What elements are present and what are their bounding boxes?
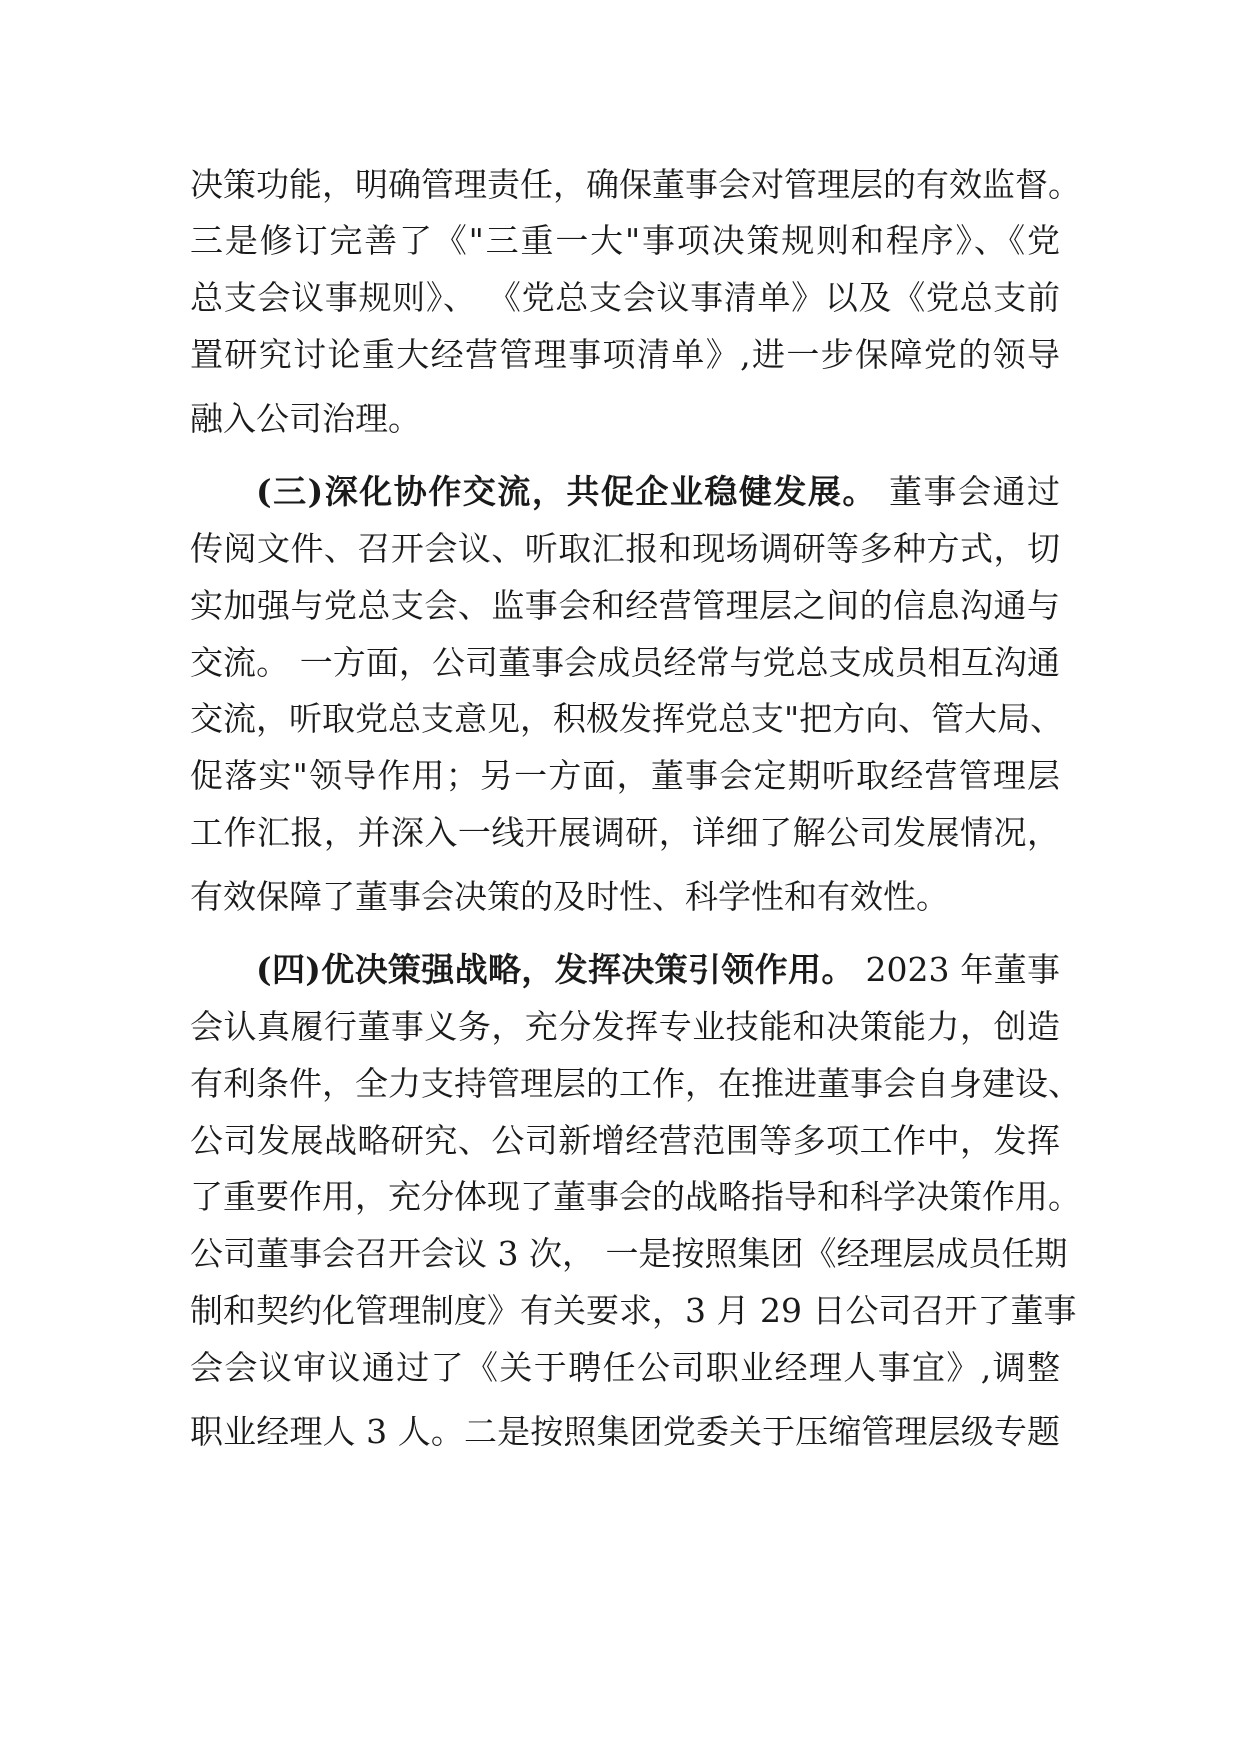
paragraph-line: 促落实"领导作用；另一方面，董事会定期听取经营管理层	[190, 756, 1060, 795]
section-4-heading: (四)优决策强战略，发挥决策引领作用。	[256, 950, 855, 989]
paragraph-line: 决策功能，明确管理责任，确保董事会对管理层的有效监督。	[190, 165, 1081, 204]
paragraph-line: 会会议审议通过了《关于聘任公司职业经理人事宜》,调整	[190, 1348, 1060, 1387]
paragraph-line: 交流，听取党总支意见，积极发挥党总支"把方向、管大局、	[190, 699, 1064, 738]
paragraph-line: 传阅文件、召开会议、听取汇报和现场调研等多种方式，切	[190, 529, 1060, 568]
section-3-heading-line	[256, 465, 1060, 519]
paragraph-line: 制和契约化管理制度》有关要求，3 月 29 日公司召开了董事	[190, 1291, 1077, 1330]
paragraph-line: 公司董事会召开会议 3 次， 一是按照集团《经理层成员任期	[190, 1234, 1068, 1273]
paragraph-line: 交流。 一方面，公司董事会成员经常与党总支成员相互沟通	[190, 643, 1060, 682]
section-4-first-line-rest: 2023 年董事	[854, 950, 1060, 989]
paragraph-line: 实加强与党总支会、监事会和经营管理层之间的信息沟通与	[190, 586, 1060, 625]
section-3-heading: (三)深化协作交流，共促企业稳健发展。	[256, 472, 877, 511]
paragraph-line: 了重要作用，充分体现了董事会的战略指导和科学决策作用。	[190, 1177, 1081, 1216]
paragraph-line: 有效保障了董事会决策的及时性、科学性和有效性。	[190, 877, 949, 916]
paragraph-line: 职业经理人 3 人。二是按照集团党委关于压缩管理层级专题	[190, 1412, 1060, 1451]
section-4-heading-line	[256, 943, 1060, 997]
paragraph-line: 会认真履行董事义务，充分发挥专业技能和决策能力，创造	[190, 1007, 1060, 1046]
paragraph-line: 融入公司治理。	[190, 399, 421, 438]
paragraph-line: 三是修订完善了《"三重一大"事项决策规则和程序》、《党	[190, 221, 1060, 260]
paragraph-line: 工作汇报，并深入一线开展调研，详细了解公司发展情况，	[190, 813, 1060, 852]
paragraph-line: 公司发展战略研究、公司新增经营范围等多项工作中，发挥	[190, 1121, 1060, 1160]
paragraph-line: 有利条件，全力支持管理层的工作，在推进董事会自身建设、	[190, 1064, 1081, 1103]
paragraph-line: 置研究讨论重大经营管理事项清单》,进一步保障党的领导	[190, 335, 1060, 374]
section-3-first-line-rest: 董事会通过	[876, 472, 1060, 511]
paragraph-line: 总支会议事规则》、 《党总支会议事清单》以及《党总支前	[190, 278, 1060, 317]
